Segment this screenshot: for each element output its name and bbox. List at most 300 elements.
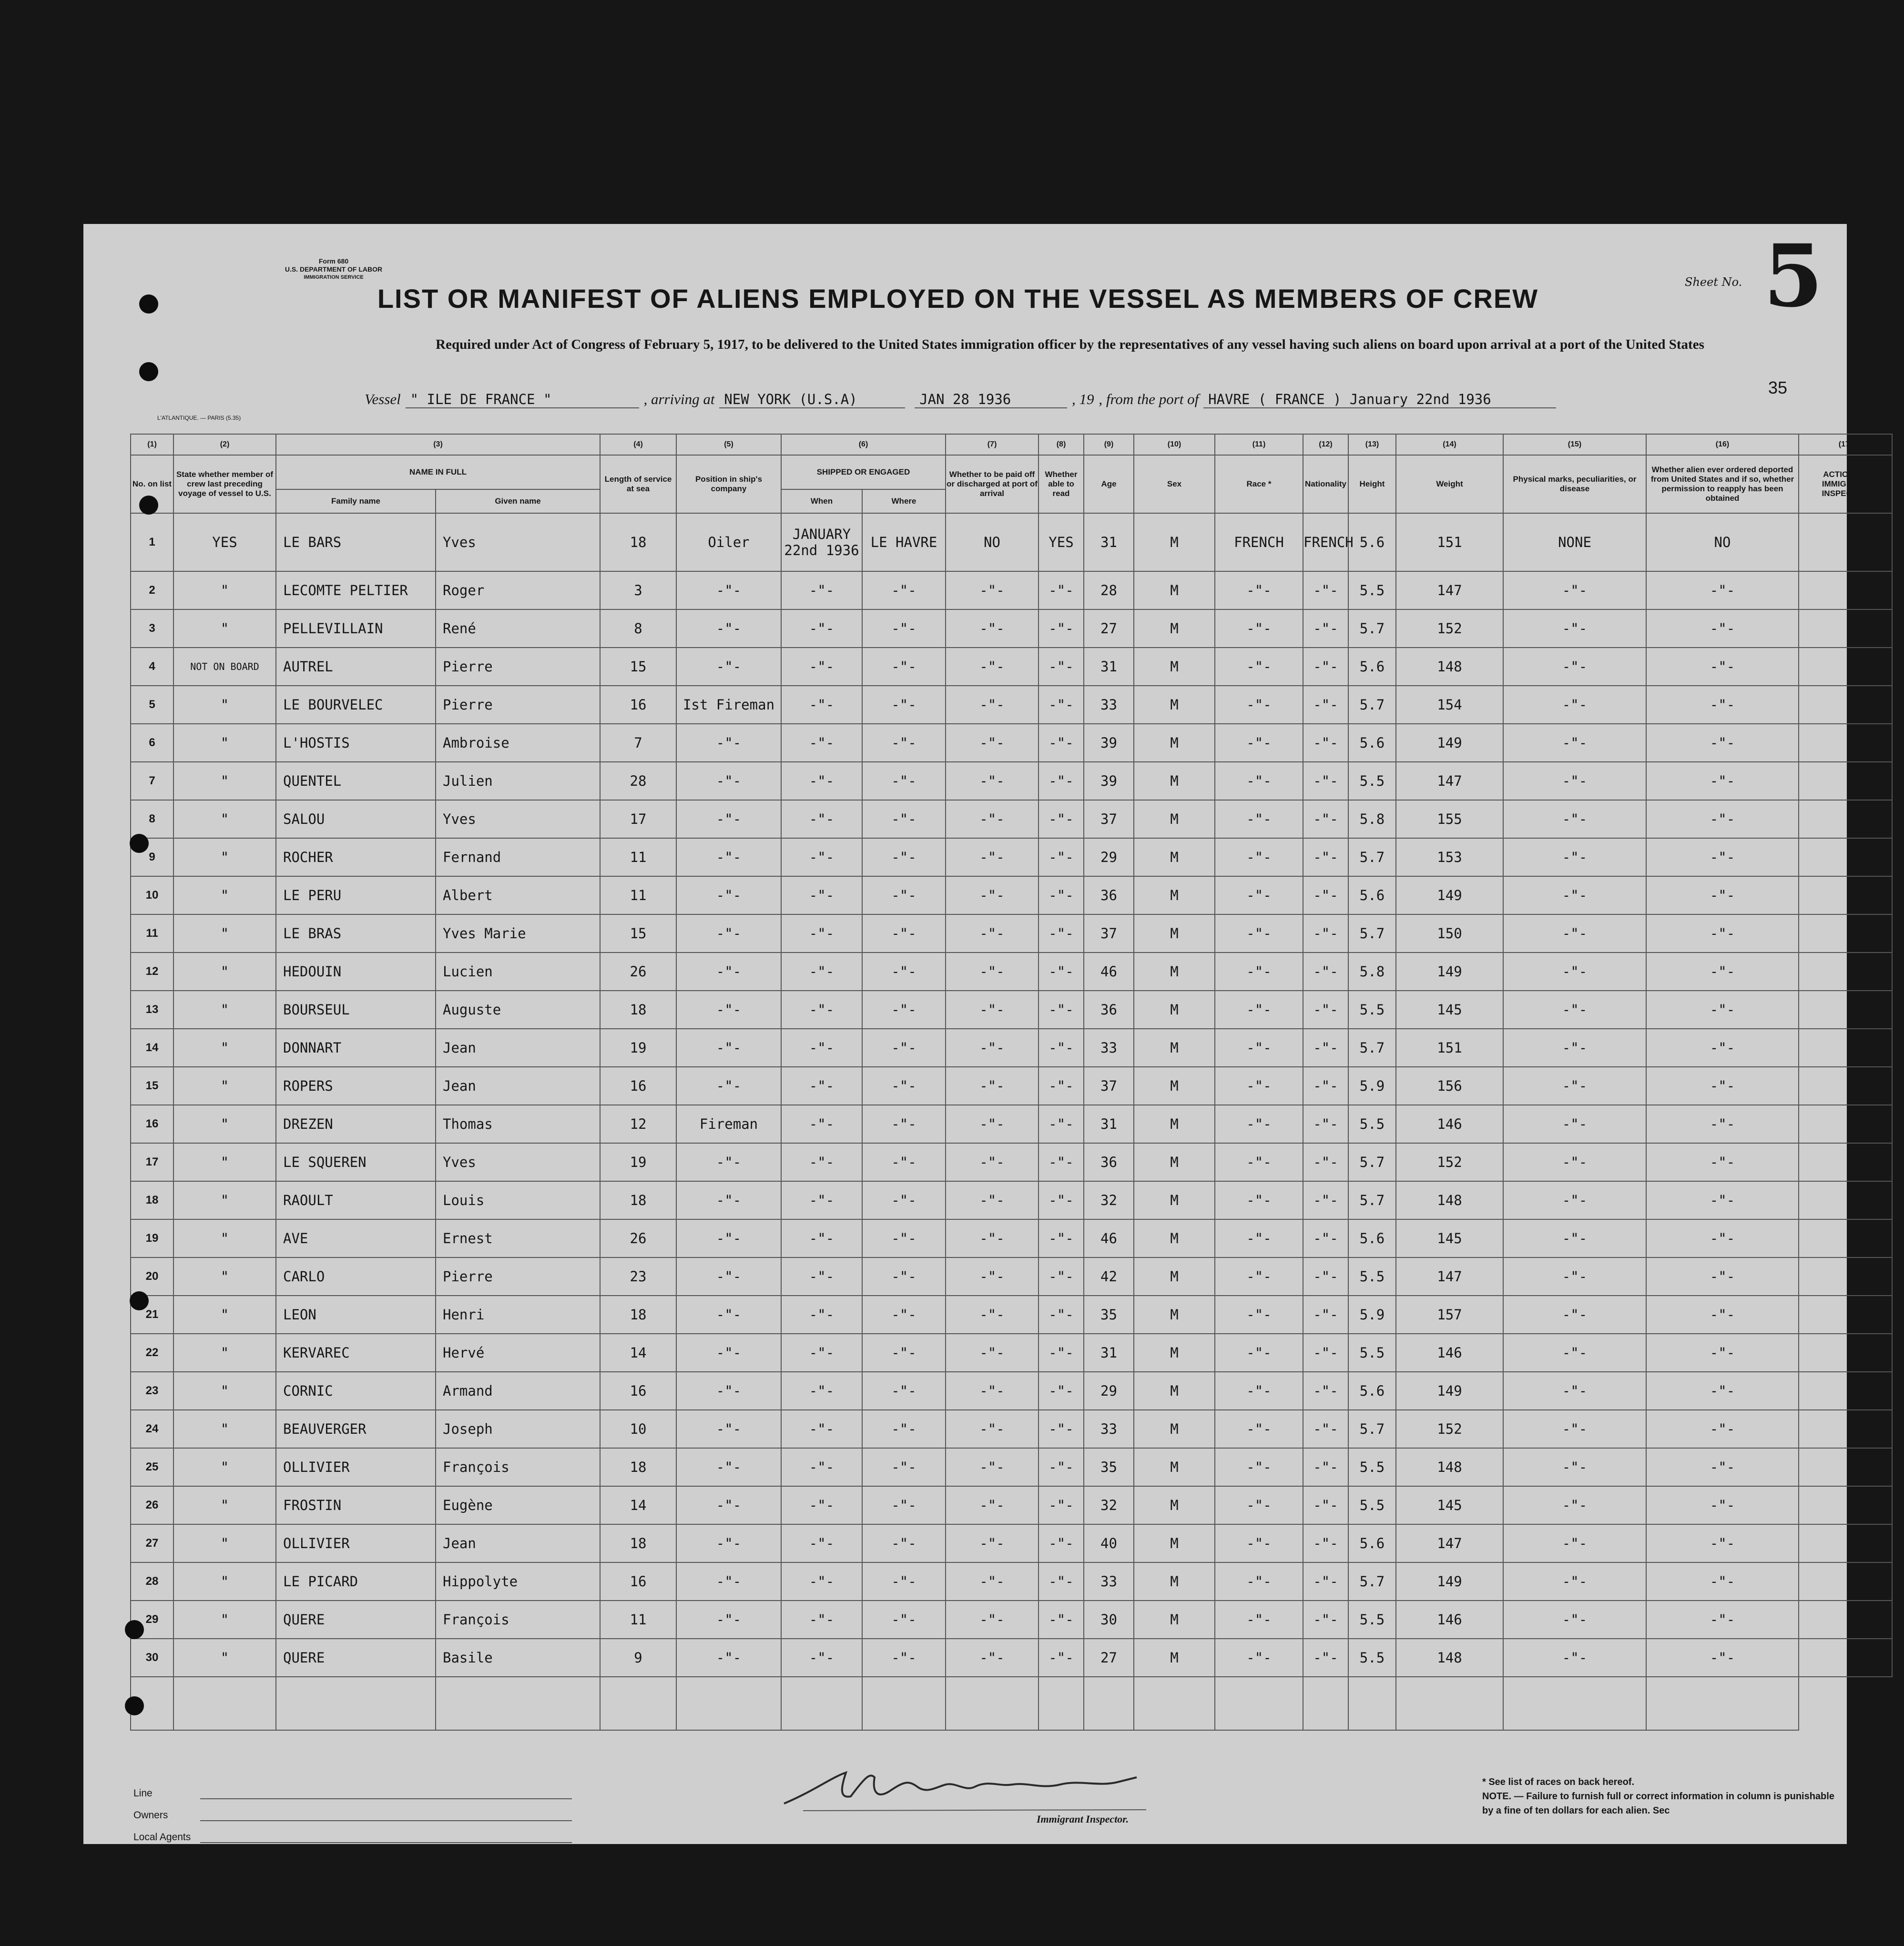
cell-crew: " — [173, 1334, 276, 1372]
cell-nationality: -"- — [1303, 762, 1348, 800]
cell-where: -"- — [862, 914, 946, 953]
cell-nationality: -"- — [1303, 1257, 1348, 1296]
cell-nationality: -"- — [1303, 571, 1348, 609]
cell-action — [1799, 914, 1892, 953]
cell-height: 5.9 — [1348, 1296, 1396, 1334]
cell-given: Fernand — [436, 838, 600, 876]
cell-given: Albert — [436, 876, 600, 914]
col-header-action: ACTION OF IMMIGRANT INSPECTOR — [1799, 455, 1892, 513]
cell-position: -"- — [676, 1372, 781, 1410]
col-num: (17) — [1799, 434, 1892, 455]
col-num: (11) — [1215, 434, 1303, 455]
agents-field — [133, 1821, 572, 1843]
cell-sex: M — [1134, 914, 1215, 953]
cell-deported: -"- — [1646, 876, 1799, 914]
cell-family: AVE — [276, 1219, 436, 1257]
cell-sex: M — [1134, 1067, 1215, 1105]
cell-height: 5.5 — [1348, 1257, 1396, 1296]
cell-service: 26 — [600, 953, 676, 991]
cell-no: 24 — [131, 1410, 173, 1448]
table-row — [131, 953, 1892, 991]
cell-given: Yves — [436, 1143, 600, 1181]
cell-deported: -"- — [1646, 1601, 1799, 1639]
cell-deported: NO — [1646, 513, 1799, 571]
cell-race: -"- — [1215, 648, 1303, 686]
cell-service: 9 — [600, 1639, 676, 1677]
cell-service: 23 — [600, 1257, 676, 1296]
cell-nationality: -"- — [1303, 724, 1348, 762]
cell-sex: M — [1134, 609, 1215, 648]
cell-sex: M — [1134, 762, 1215, 800]
cell-crew: " — [173, 953, 276, 991]
table-row — [131, 1105, 1892, 1143]
cell-sex: M — [1134, 876, 1215, 914]
cell-nationality: -"- — [1303, 686, 1348, 724]
cell-where: -"- — [862, 1181, 946, 1219]
cell-weight: 145 — [1396, 1486, 1503, 1524]
cell-race: -"- — [1215, 876, 1303, 914]
cell-weight: 147 — [1396, 571, 1503, 609]
cell-height: 5.6 — [1348, 513, 1396, 571]
cell-height: 5.5 — [1348, 571, 1396, 609]
cell-where: -"- — [862, 686, 946, 724]
cell-given: Joseph — [436, 1410, 600, 1448]
cell-action — [1799, 1143, 1892, 1181]
cell-read: -"- — [1039, 1296, 1084, 1334]
cell-weight: 148 — [1396, 1448, 1503, 1486]
cell-where: -"- — [862, 876, 946, 914]
cell-paid: -"- — [946, 838, 1039, 876]
cell-when: -"- — [781, 1601, 862, 1639]
cell-race: -"- — [1215, 1372, 1303, 1410]
cell-no: 7 — [131, 762, 173, 800]
cell-height: 5.5 — [1348, 1601, 1396, 1639]
cell-when: -"- — [781, 1372, 862, 1410]
cell-when: -"- — [781, 1143, 862, 1181]
cell-service: 18 — [600, 1448, 676, 1486]
cell-given: Pierre — [436, 1257, 600, 1296]
cell-when: -"- — [781, 1296, 862, 1334]
cell-race: -"- — [1215, 1143, 1303, 1181]
table-row — [131, 1334, 1892, 1372]
cell-age: 36 — [1084, 991, 1134, 1029]
cell-weight: 152 — [1396, 1410, 1503, 1448]
cell-sex: M — [1134, 1219, 1215, 1257]
cell-age: 27 — [1084, 609, 1134, 648]
cell-race: -"- — [1215, 1257, 1303, 1296]
cell-deported: -"- — [1646, 1105, 1799, 1143]
cell-age: 33 — [1084, 1562, 1134, 1601]
cell-service: 18 — [600, 513, 676, 571]
cell-age: 33 — [1084, 1029, 1134, 1067]
cell-action — [1799, 648, 1892, 686]
cell-family: LE BOURVELEC — [276, 686, 436, 724]
cell-given: Yves — [436, 800, 600, 838]
cell-paid: -"- — [946, 1639, 1039, 1677]
cell-family: LECOMTE PELTIER — [276, 571, 436, 609]
cell-crew: " — [173, 991, 276, 1029]
col-num: (3) — [276, 434, 600, 455]
cell-nationality: -"- — [1303, 1143, 1348, 1181]
cell-action — [1799, 1410, 1892, 1448]
cell-paid: -"- — [946, 609, 1039, 648]
cell-read: -"- — [1039, 686, 1084, 724]
cell-marks: -"- — [1503, 1601, 1646, 1639]
blank-cell — [1303, 1677, 1348, 1730]
cell-weight: 146 — [1396, 1334, 1503, 1372]
cell-service: 17 — [600, 800, 676, 838]
cell-sex: M — [1134, 991, 1215, 1029]
cell-height: 5.8 — [1348, 800, 1396, 838]
cell-race: -"- — [1215, 991, 1303, 1029]
cell-no: 18 — [131, 1181, 173, 1219]
cell-where: -"- — [862, 724, 946, 762]
cell-no: 9 — [131, 838, 173, 876]
cell-paid: -"- — [946, 1067, 1039, 1105]
cell-sex: M — [1134, 1334, 1215, 1372]
cell-sex: M — [1134, 838, 1215, 876]
col-header-read: Whether able to read — [1039, 455, 1084, 513]
cell-action — [1799, 800, 1892, 838]
cell-no: 28 — [131, 1562, 173, 1601]
cell-service: 10 — [600, 1410, 676, 1448]
cell-sex: M — [1134, 724, 1215, 762]
cell-sex: M — [1134, 1524, 1215, 1562]
col-header-service: Length of service at sea — [600, 455, 676, 513]
cell-given: Pierre — [436, 648, 600, 686]
table-row — [131, 838, 1892, 876]
cell-position: -"- — [676, 1410, 781, 1448]
cell-deported: -"- — [1646, 838, 1799, 876]
cell-when: -"- — [781, 1181, 862, 1219]
blank-cell — [1134, 1677, 1215, 1730]
cell-height: 5.6 — [1348, 1219, 1396, 1257]
cell-crew: " — [173, 914, 276, 953]
table-row — [131, 1601, 1892, 1639]
col-header-height: Height — [1348, 455, 1396, 513]
blank-cell — [1215, 1677, 1303, 1730]
cell-age: 39 — [1084, 762, 1134, 800]
form-id-block — [253, 257, 415, 282]
cell-where: -"- — [862, 838, 946, 876]
cell-service: 18 — [600, 1181, 676, 1219]
cell-paid: -"- — [946, 876, 1039, 914]
page-title: LIST OR MANIFEST OF ALIENS EMPLOYED ON THE VESSEL AS MEMBERS OF CREW — [377, 284, 1539, 314]
cell-deported: -"- — [1646, 1372, 1799, 1410]
cell-race: -"- — [1215, 1067, 1303, 1105]
blank-cell — [436, 1677, 600, 1730]
cell-sex: M — [1134, 1143, 1215, 1181]
cell-deported: -"- — [1646, 1029, 1799, 1067]
cell-position: Ist Fireman — [676, 686, 781, 724]
cell-read: -"- — [1039, 838, 1084, 876]
cell-race: -"- — [1215, 1181, 1303, 1219]
cell-family: SALOU — [276, 800, 436, 838]
cell-paid: -"- — [946, 648, 1039, 686]
cell-no: 6 — [131, 724, 173, 762]
table-row — [131, 1143, 1892, 1181]
cell-action — [1799, 1105, 1892, 1143]
cell-height: 5.6 — [1348, 648, 1396, 686]
cell-race: -"- — [1215, 1601, 1303, 1639]
cell-height: 5.5 — [1348, 1105, 1396, 1143]
col-num: (4) — [600, 434, 676, 455]
cell-service: 11 — [600, 876, 676, 914]
cell-service: 19 — [600, 1029, 676, 1067]
cell-sex: M — [1134, 1029, 1215, 1067]
cell-crew: " — [173, 724, 276, 762]
table-row — [131, 1372, 1892, 1410]
cell-deported: -"- — [1646, 800, 1799, 838]
cell-marks: -"- — [1503, 1562, 1646, 1601]
subtitle: Required under Act of Congress of February 5, 1917, to be delivered to the United States immigration officer by the representatives of any vessel having such aliens on board upon arrival at a port of the United States — [436, 337, 1704, 352]
table-row — [131, 513, 1892, 571]
cell-race: -"- — [1215, 571, 1303, 609]
cell-weight: 148 — [1396, 1639, 1503, 1677]
cell-where: -"- — [862, 800, 946, 838]
inspector-signature — [774, 1758, 1180, 1820]
cell-paid: -"- — [946, 1486, 1039, 1524]
cell-given: Eugène — [436, 1486, 600, 1524]
cell-deported: -"- — [1646, 1219, 1799, 1257]
cell-weight: 152 — [1396, 609, 1503, 648]
cell-deported: -"- — [1646, 1486, 1799, 1524]
cell-paid: -"- — [946, 914, 1039, 953]
cell-crew: " — [173, 1257, 276, 1296]
table-row — [131, 1410, 1892, 1448]
cell-crew: " — [173, 1410, 276, 1448]
cell-no: 10 — [131, 876, 173, 914]
blank-cell — [1348, 1677, 1396, 1730]
cell-nationality: -"- — [1303, 1334, 1348, 1372]
cell-action — [1799, 724, 1892, 762]
cell-service: 8 — [600, 609, 676, 648]
from-label: , from the port of — [1099, 391, 1199, 407]
cell-deported: -"- — [1646, 1296, 1799, 1334]
cell-read: -"- — [1039, 571, 1084, 609]
cell-nationality: -"- — [1303, 1562, 1348, 1601]
cell-paid: -"- — [946, 724, 1039, 762]
cell-paid: -"- — [946, 1029, 1039, 1067]
cell-nationality: -"- — [1303, 1105, 1348, 1143]
cell-service: 16 — [600, 1067, 676, 1105]
cell-deported: -"- — [1646, 1181, 1799, 1219]
col-header-position: Position in ship's company — [676, 455, 781, 513]
cell-position: -"- — [676, 1486, 781, 1524]
cell-paid: NO — [946, 513, 1039, 571]
cell-weight: 147 — [1396, 762, 1503, 800]
cell-race: -"- — [1215, 1562, 1303, 1601]
cell-no: 3 — [131, 609, 173, 648]
cell-marks: -"- — [1503, 1067, 1646, 1105]
cell-where: -"- — [862, 762, 946, 800]
page-number: 35 — [1768, 378, 1788, 397]
table-row — [131, 648, 1892, 686]
cell-given: Ernest — [436, 1219, 600, 1257]
cell-age: 35 — [1084, 1448, 1134, 1486]
cell-no: 25 — [131, 1448, 173, 1486]
vessel-name: " ILE DE FRANCE " — [406, 391, 639, 408]
cell-no: 15 — [131, 1067, 173, 1105]
cell-crew: " — [173, 1372, 276, 1410]
cell-position: -"- — [676, 1067, 781, 1105]
cell-marks: -"- — [1503, 1219, 1646, 1257]
cell-race: -"- — [1215, 1105, 1303, 1143]
cell-where: -"- — [862, 1296, 946, 1334]
cell-read: -"- — [1039, 1562, 1084, 1601]
cell-no: 4 — [131, 648, 173, 686]
cell-no: 8 — [131, 800, 173, 838]
cell-given: Henri — [436, 1296, 600, 1334]
cell-action — [1799, 1562, 1892, 1601]
cell-position: Oiler — [676, 513, 781, 571]
cell-action — [1799, 1448, 1892, 1486]
col-num: (5) — [676, 434, 781, 455]
cell-no: 26 — [131, 1486, 173, 1524]
col-num: (10) — [1134, 434, 1215, 455]
cell-crew: " — [173, 838, 276, 876]
cell-where: -"- — [862, 1219, 946, 1257]
cell-service: 19 — [600, 1143, 676, 1181]
cell-weight: 146 — [1396, 1601, 1503, 1639]
cell-no: 30 — [131, 1639, 173, 1677]
cell-paid: -"- — [946, 571, 1039, 609]
blank-cell — [1396, 1677, 1503, 1730]
cell-weight: 145 — [1396, 1219, 1503, 1257]
sheet-label: Sheet No. — [1685, 275, 1742, 289]
cell-when: JANUARY 22nd 1936 — [781, 513, 862, 571]
blank-cell — [600, 1677, 676, 1730]
cell-sex: M — [1134, 800, 1215, 838]
cell-where: -"- — [862, 1257, 946, 1296]
cell-height: 5.5 — [1348, 1448, 1396, 1486]
blank-cell — [676, 1677, 781, 1730]
cell-race: -"- — [1215, 953, 1303, 991]
cell-race: -"- — [1215, 609, 1303, 648]
cell-given: Lucien — [436, 953, 600, 991]
cell-height: 5.5 — [1348, 1639, 1396, 1677]
cell-height: 5.7 — [1348, 838, 1396, 876]
cell-service: 26 — [600, 1219, 676, 1257]
cell-paid: -"- — [946, 1257, 1039, 1296]
cell-no: 23 — [131, 1372, 173, 1410]
table-row — [131, 991, 1892, 1029]
cell-sex: M — [1134, 1486, 1215, 1524]
cell-paid: -"- — [946, 686, 1039, 724]
cell-no: 14 — [131, 1029, 173, 1067]
cell-crew: " — [173, 1219, 276, 1257]
cell-family: LE SQUEREN — [276, 1143, 436, 1181]
cell-service: 28 — [600, 762, 676, 800]
table-row — [131, 800, 1892, 838]
cell-paid: -"- — [946, 1448, 1039, 1486]
cell-weight: 147 — [1396, 1524, 1503, 1562]
cell-action — [1799, 513, 1892, 571]
col-header-crew: State whether member of crew last preceding voyage of vessel to U.S. — [173, 455, 276, 513]
cell-when: -"- — [781, 1410, 862, 1448]
cell-family: AUTREL — [276, 648, 436, 686]
cell-read: -"- — [1039, 800, 1084, 838]
cell-where: -"- — [862, 1448, 946, 1486]
cell-position: -"- — [676, 1029, 781, 1067]
cell-where: -"- — [862, 609, 946, 648]
table-row — [131, 1562, 1892, 1601]
binder-hole — [125, 1620, 144, 1639]
cell-given: Julien — [436, 762, 600, 800]
cell-action — [1799, 991, 1892, 1029]
cell-paid: -"- — [946, 1562, 1039, 1601]
cell-action — [1799, 1601, 1892, 1639]
cell-given: Hippolyte — [436, 1562, 600, 1601]
cell-weight: 146 — [1396, 1105, 1503, 1143]
cell-nationality: -"- — [1303, 800, 1348, 838]
cell-marks: -"- — [1503, 838, 1646, 876]
cell-age: 31 — [1084, 1334, 1134, 1372]
cell-race: -"- — [1215, 1448, 1303, 1486]
col-header-name: NAME IN FULL — [276, 455, 600, 489]
cell-where: -"- — [862, 1601, 946, 1639]
cell-crew: " — [173, 800, 276, 838]
cell-marks: -"- — [1503, 571, 1646, 609]
cell-when: -"- — [781, 1334, 862, 1372]
cell-position: -"- — [676, 838, 781, 876]
cell-given: Jean — [436, 1524, 600, 1562]
col-header-when: When — [781, 489, 862, 513]
cell-crew: YES — [173, 513, 276, 571]
cell-no: 2 — [131, 571, 173, 609]
col-num: (14) — [1396, 434, 1503, 455]
fine-note — [1482, 1789, 1835, 1818]
cell-marks: -"- — [1503, 609, 1646, 648]
cell-crew: " — [173, 1105, 276, 1143]
cell-marks: -"- — [1503, 724, 1646, 762]
cell-crew: " — [173, 876, 276, 914]
cell-sex: M — [1134, 648, 1215, 686]
owners-field — [133, 1799, 572, 1821]
cell-position: -"- — [676, 1601, 781, 1639]
cell-paid: -"- — [946, 762, 1039, 800]
cell-paid: -"- — [946, 800, 1039, 838]
cell-when: -"- — [781, 1067, 862, 1105]
vessel-label: Vessel — [365, 391, 401, 407]
cell-action — [1799, 1639, 1892, 1677]
cell-service: 16 — [600, 686, 676, 724]
col-num: (9) — [1084, 434, 1134, 455]
cell-no: 20 — [131, 1257, 173, 1296]
cell-nationality: FRENCH — [1303, 513, 1348, 571]
table-row — [131, 1486, 1892, 1524]
cell-family: CORNIC — [276, 1372, 436, 1410]
cell-family: DREZEN — [276, 1105, 436, 1143]
cell-height: 5.7 — [1348, 914, 1396, 953]
cell-weight: 149 — [1396, 724, 1503, 762]
cell-marks: -"- — [1503, 800, 1646, 838]
cell-marks: -"- — [1503, 914, 1646, 953]
col-header-paid: Whether to be paid off or discharged at port of arrival — [946, 455, 1039, 513]
cell-where: -"- — [862, 953, 946, 991]
cell-given: Auguste — [436, 991, 600, 1029]
cell-race: -"- — [1215, 838, 1303, 876]
cell-marks: -"- — [1503, 686, 1646, 724]
cell-sex: M — [1134, 1562, 1215, 1601]
cell-weight: 149 — [1396, 953, 1503, 991]
cell-family: LEON — [276, 1296, 436, 1334]
col-num: (7) — [946, 434, 1039, 455]
cell-deported: -"- — [1646, 609, 1799, 648]
blank-cell — [781, 1677, 862, 1730]
cell-race: -"- — [1215, 686, 1303, 724]
cell-marks: -"- — [1503, 1524, 1646, 1562]
